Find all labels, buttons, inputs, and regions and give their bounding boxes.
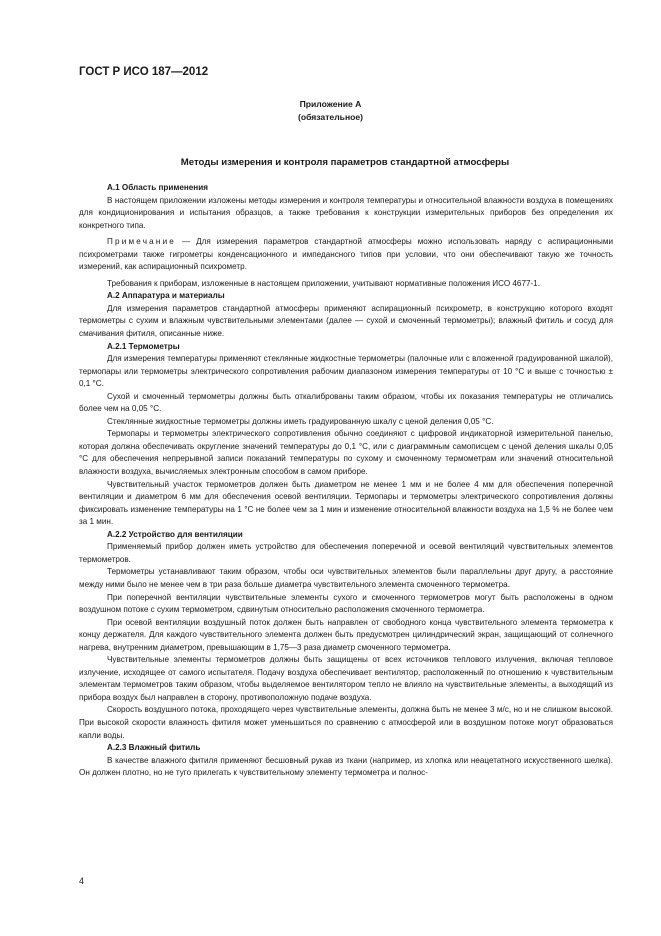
paragraph: При поперечной вентиляции чувствительные элементы сухого и смоченного термометров могут быть расположены в одном воздушном потоке с сухим термометром, сдвинутым относительно расположения смоченного термометра.: [79, 592, 613, 615]
note-lead: Примечание: [107, 237, 177, 247]
annex-title: Приложение А: [299, 99, 362, 109]
paragraph: Термопары и термометры электрического сопротивления обычно соединяют с цифровой индикаторной измерительной панелью, которая должна обеспечивать округление значений температуры до 0,1 °С, или с диаграммным самописцем с ценой деления шкалы 0,05 °С для обеспечения непрерывной записи показаний температуры по сухому и смоченному термометрам или значений относительной влажности воздуха, вычисляемых электронным способом в самом приборе.: [79, 429, 613, 477]
paragraph: В настоящем приложении изложены методы измерения и контроля температуры и относительной влажности воздуха в помещениях для кондиционирования и испытания образцов, а также требования к конструкции измерительных приборов без определения их конкретного типа.: [79, 195, 613, 230]
page-number: 4: [79, 876, 85, 886]
paragraph: Требования к приборам, изложенные в настоящем приложении, учитывают нормативные положения ИСО 4677-1.: [107, 278, 540, 288]
paragraph: В качестве влажного фитиля применяют бесшовный рукав из ткани (например, из хлопка или неацетатного искусственного шелка). Он должен плотно, но не туго прилегать к чувствительному элементу термометра и полнос-: [79, 755, 613, 778]
note-text: — Для измерения параметров стандартной атмосферы можно использовать наряду с аспирационными психрометрами также гигрометры конденсационного и импедансного типов при условии, что они обеспечивают такую же точность измерений, как аспирационный психрометр.: [79, 237, 613, 272]
paragraph: Чувствительный участок термометров должен быть диаметром не менее 1 мм и не более 4 мм для обеспечения поперечной вентиляции и диаметром 6 мм для обеспечения осевой вентиляции. Термопары и термометры электрического сопротивления должны фиксировать изменение температуры на 1 °С не более чем за 1 мин и изменение относительной влажности воздуха на 1,5 % не более чем за 1 мин.: [79, 479, 613, 527]
paragraph: Скорость воздушного потока, проходящего через чувствительные элементы, должна быть не менее 3 м/с, но и не слишком высокой. При высокой скорости влажность фитиля может уменьшиться по сравнению с атмосферой или в воздушном потоке могут образоваться капли воды.: [79, 705, 613, 740]
document-code: ГОСТ Р ИСО 187—2012: [79, 66, 209, 78]
annex-subtitle: (обязательное): [297, 112, 364, 122]
section-heading-a2: А.2 Аппаратура и материалы: [107, 291, 225, 301]
document-body: [79, 182, 613, 780]
paragraph: Стеклянные жидкостные термометры должны иметь градуированную шкалу с ценой деления 0,05 °С.: [107, 416, 494, 426]
paragraph: Для измерения параметров стандартной атмосферы применяют аспирационный психрометр, в конструкцию которого входят термометры с сухим и влажным чувствительными элементами (далее — сухой и смоченный термометры); влажный фитиль и сосуд для смачивания фитиля, описанные ниже.: [79, 303, 613, 339]
section-heading-a1: А.1 Область применения: [107, 183, 208, 192]
paragraph: Для измерения температуры применяют стеклянные жидкостные термометры (палочные или с вложенной градуированной шкалой), термопары или термометры электрического сопротивления рабочим диапазоном измерения температуры от 10 °С и выше с точностью ± 0,1 °С.: [79, 354, 613, 389]
note-paragraph: [79, 236, 613, 274]
paragraph: Чувствительные элементы термометров должны быть защищены от всех источников теплового излучения, включая тепловое излучение, исходящее от самого испытателя. Подачу воздуха обеспечивает вентилятор, расположенный по отношению к чувствительным элементам термометров таким образом, чтобы выделяемое вентилятором тепло не влияло на чувствительные элементы, а выходящий из прибора воздух был направлен в сторону, противоположную подаче воздуха.: [79, 655, 613, 702]
section-heading-a23: А.2.3 Влажный фитиль: [107, 743, 201, 753]
annex-heading: [0, 98, 661, 124]
paragraph: Сухой и смоченный термометры должны быть откалиброваны таким образом, чтобы их показания температуры не отличались более чем на 0,05 °С.: [79, 391, 613, 414]
main-title: Методы измерения и контроля параметров стандартной атмосферы: [180, 157, 510, 168]
section-heading-a21: А.2.1 Термометры: [107, 341, 180, 351]
paragraph: Применяемый прибор должен иметь устройство для обеспечения поперечной и осевой вентиляций чувствительных элементов термометров.: [79, 542, 613, 564]
section-heading-a22: А.2.2 Устройство для вентиляции: [107, 529, 243, 539]
paragraph: При осевой вентиляции воздушный поток должен быть направлен от свободного конца чувствительного элемента термометра к концу держателя. Для каждого чувствительного элемента должен быть предусмотрен цилиндрический экран, защищающий от солнечного нагрева, внутренним диаметром, превышающим в 1,75—3 раза диаметр смоченного термометра.: [79, 617, 613, 652]
paragraph: Термометры устанавливают таким образом, чтобы оси чувствительных элементов были параллельны друг другу, а расстояние между ними было не менее чем в три раза больше диаметра чувствительного элемента смоченного термометра.: [79, 567, 613, 589]
